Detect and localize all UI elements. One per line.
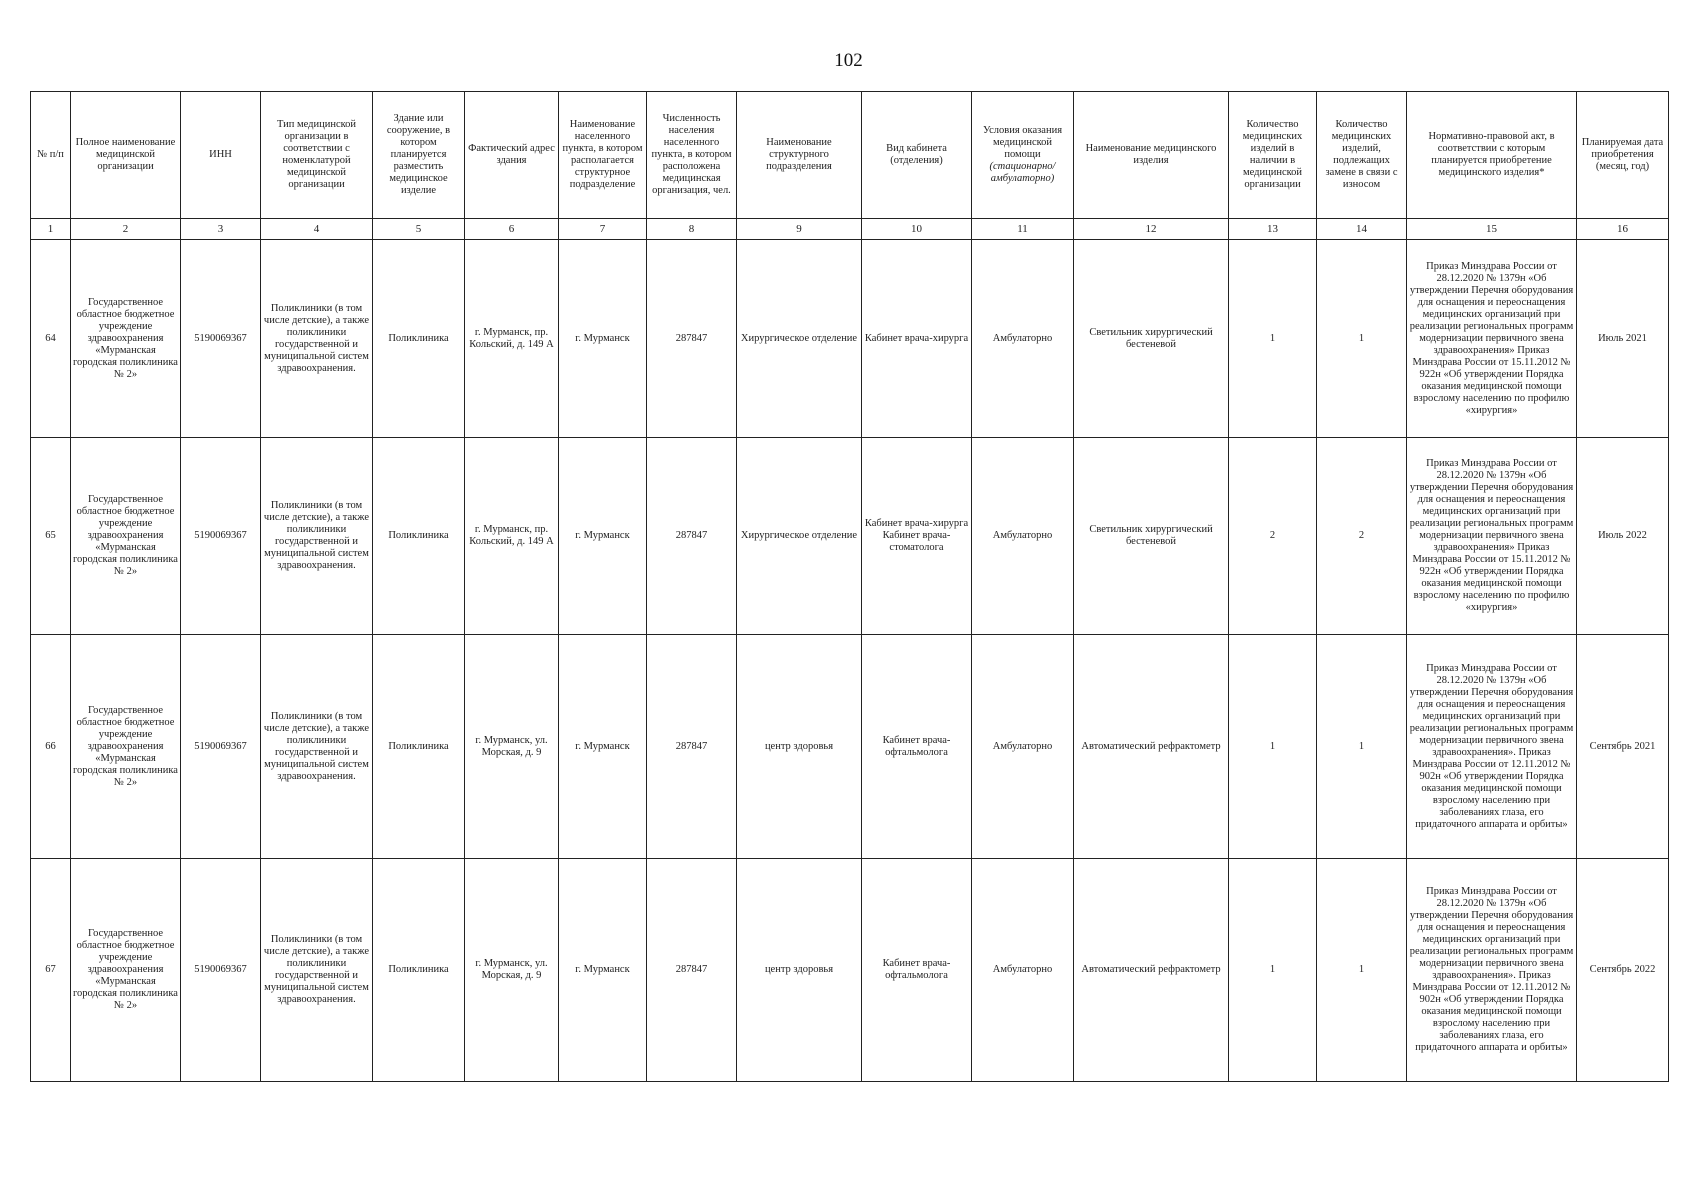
column-number-row	[31, 219, 1669, 240]
planned-date: Сентябрь 2021	[1577, 635, 1669, 859]
care-conditions: Амбулаторно	[972, 859, 1074, 1082]
table-row	[31, 635, 1669, 859]
row-number: 66	[31, 635, 71, 859]
legal-act: Приказ Минздрава России от 28.12.2020 № 1379н «Об утверждении Перечня оборудования для оснащения и переоснащения медицинских организаций при реализации региональных программ модернизации первичного звена здравоохранения». Приказ Минздрава России от 12.11.2012 № 902н «Об утверждении Порядка оказания медицинской помощи взрослому населению при заболеваниях глаза, его придаточного аппарата и орбиты»	[1407, 635, 1577, 859]
column-number: 15	[1407, 219, 1577, 240]
column-number: 10	[862, 219, 972, 240]
qty-replace: 1	[1317, 859, 1407, 1082]
device-name: Автоматический рефрактометр	[1074, 859, 1229, 1082]
locality: г. Мурманск	[559, 438, 647, 635]
column-number: 3	[181, 219, 261, 240]
locality: г. Мурманск	[559, 859, 647, 1082]
cabinet-type: Кабинет врача-офтальмолога	[862, 635, 972, 859]
header-cell: Наименование населенного пункта, в котором располагается структурное подразделение	[559, 92, 647, 219]
care-conditions: Амбулаторно	[972, 438, 1074, 635]
cabinet-type: Кабинет врача-хирурга	[862, 240, 972, 438]
population: 287847	[647, 635, 737, 859]
organization-name: Государственное областное бюджетное учреждение здравоохранения «Мурманская городская поликлиника № 2»	[71, 859, 181, 1082]
building: Поликлиника	[373, 240, 465, 438]
header-cell: Здание или сооружение, в котором планируется разместить медицинское изделие	[373, 92, 465, 219]
building: Поликлиника	[373, 438, 465, 635]
planned-date: Июль 2021	[1577, 240, 1669, 438]
subdivision: центр здоровья	[737, 635, 862, 859]
organization-type: Поликлиники (в том числе детские), а также поликлиники государственной и муниципальной систем здравоохранения.	[261, 240, 373, 438]
cabinet-type: Кабинет врача-хирурга Кабинет врача-стоматолога	[862, 438, 972, 635]
population: 287847	[647, 859, 737, 1082]
organization-name: Государственное областное бюджетное учреждение здравоохранения «Мурманская городская поликлиника № 2»	[71, 635, 181, 859]
column-number: 16	[1577, 219, 1669, 240]
legal-act: Приказ Минздрава России от 28.12.2020 № 1379н «Об утверждении Перечня оборудования для оснащения и переоснащения медицинских организаций при реализации региональных программ модернизации первичного звена здравоохранения» Приказ Минздрава России от 15.11.2012 № 922н «Об утверждении Порядка оказания медицинской помощи взрослому населению по профилю «хирургия»	[1407, 438, 1577, 635]
organization-name: Государственное областное бюджетное учреждение здравоохранения «Мурманская городская поликлиника № 2»	[71, 438, 181, 635]
header-cell: Наименование медицинского изделия	[1074, 92, 1229, 219]
header-row	[31, 92, 1669, 219]
address: г. Мурманск, пр. Кольский, д. 149 А	[465, 438, 559, 635]
qty-replace: 1	[1317, 240, 1407, 438]
header-cell: Вид кабинета (отделения)	[862, 92, 972, 219]
header-cell: ИНН	[181, 92, 261, 219]
planned-date: Сентябрь 2022	[1577, 859, 1669, 1082]
row-number: 64	[31, 240, 71, 438]
cabinet-type: Кабинет врача-офтальмолога	[862, 859, 972, 1082]
header-cell: Численность населения населенного пункта, в котором расположена медицинская организация, чел.	[647, 92, 737, 219]
header-cell: № п/п	[31, 92, 71, 219]
care-conditions: Амбулаторно	[972, 635, 1074, 859]
column-number: 9	[737, 219, 862, 240]
header-cell: Планируемая дата приобретения (месяц, год)	[1577, 92, 1669, 219]
qty-available: 1	[1229, 240, 1317, 438]
inn: 5190069367	[181, 438, 261, 635]
column-number: 2	[71, 219, 181, 240]
header-cell: Количество медицинских изделий, подлежащих замене в связи с износом	[1317, 92, 1407, 219]
address: г. Мурманск, ул. Морская, д. 9	[465, 635, 559, 859]
inn: 5190069367	[181, 240, 261, 438]
building: Поликлиника	[373, 635, 465, 859]
subdivision: Хирургическое отделение	[737, 438, 862, 635]
column-number: 8	[647, 219, 737, 240]
qty-available: 2	[1229, 438, 1317, 635]
column-number: 4	[261, 219, 373, 240]
column-number: 1	[31, 219, 71, 240]
care-conditions: Амбулаторно	[972, 240, 1074, 438]
header-cell: Нормативно-правовой акт, в соответствии с которым планируется приобретение медицинского изделия*	[1407, 92, 1577, 219]
building: Поликлиника	[373, 859, 465, 1082]
locality: г. Мурманск	[559, 635, 647, 859]
address: г. Мурманск, пр. Кольский, д. 149 А	[465, 240, 559, 438]
row-number: 67	[31, 859, 71, 1082]
device-name: Светильник хирургический бестеневой	[1074, 240, 1229, 438]
header-cell: Наименование структурного подразделения	[737, 92, 862, 219]
column-number: 12	[1074, 219, 1229, 240]
header-cell-conditions	[972, 92, 1074, 219]
header-cell-conditions-note: (стационарно/ амбулаторно)	[989, 161, 1056, 184]
device-name: Светильник хирургический бестеневой	[1074, 438, 1229, 635]
qty-replace: 2	[1317, 438, 1407, 635]
qty-available: 1	[1229, 635, 1317, 859]
organization-name: Государственное областное бюджетное учреждение здравоохранения «Мурманская городская поликлиника № 2»	[71, 240, 181, 438]
organization-type: Поликлиники (в том числе детские), а также поликлиники государственной и муниципальной систем здравоохранения.	[261, 438, 373, 635]
locality: г. Мурманск	[559, 240, 647, 438]
qty-replace: 1	[1317, 635, 1407, 859]
subdivision: Хирургическое отделение	[737, 240, 862, 438]
column-number: 11	[972, 219, 1074, 240]
address: г. Мурманск, ул. Морская, д. 9	[465, 859, 559, 1082]
header-cell: Количество медицинских изделий в наличии в медицинской организации	[1229, 92, 1317, 219]
row-number: 65	[31, 438, 71, 635]
legal-act: Приказ Минздрава России от 28.12.2020 № 1379н «Об утверждении Перечня оборудования для оснащения и переоснащения медицинских организаций при реализации региональных программ модернизации первичного звена здравоохранения» Приказ Минздрава России от 15.11.2012 № 922н «Об утверждении Порядка оказания медицинской помощи взрослому населению по профилю «хирургия»	[1407, 240, 1577, 438]
qty-available: 1	[1229, 859, 1317, 1082]
legal-act: Приказ Минздрава России от 28.12.2020 № 1379н «Об утверждении Перечня оборудования для оснащения и переоснащения медицинских организаций при реализации региональных программ модернизации первичного звена здравоохранения». Приказ Минздрава России от 12.11.2012 № 902н «Об утверждении Порядка оказания медицинской помощи взрослому населению при заболеваниях глаза, его придаточного аппарата и орбиты»	[1407, 859, 1577, 1082]
inn: 5190069367	[181, 859, 261, 1082]
header-cell: Фактический адрес здания	[465, 92, 559, 219]
table-row	[31, 438, 1669, 635]
column-number: 5	[373, 219, 465, 240]
subdivision: центр здоровья	[737, 859, 862, 1082]
header-cell: Тип медицинской организации в соответствии с номенклатурой медицинской организации	[261, 92, 373, 219]
column-number: 7	[559, 219, 647, 240]
column-number: 6	[465, 219, 559, 240]
header-cell: Полное наименование медицинской организации	[71, 92, 181, 219]
table-row	[31, 240, 1669, 438]
organization-type: Поликлиники (в том числе детские), а также поликлиники государственной и муниципальной систем здравоохранения.	[261, 859, 373, 1082]
page-number: 102	[834, 50, 863, 71]
population: 287847	[647, 240, 737, 438]
planned-date: Июль 2022	[1577, 438, 1669, 635]
device-name: Автоматический рефрактометр	[1074, 635, 1229, 859]
column-number: 13	[1229, 219, 1317, 240]
table-row	[31, 859, 1669, 1082]
medical-equipment-table	[30, 91, 1669, 1082]
header-cell-conditions-label: Условия оказания медицинской помощи	[982, 125, 1063, 160]
population: 287847	[647, 438, 737, 635]
inn: 5190069367	[181, 635, 261, 859]
column-number: 14	[1317, 219, 1407, 240]
organization-type: Поликлиники (в том числе детские), а также поликлиники государственной и муниципальной систем здравоохранения.	[261, 635, 373, 859]
